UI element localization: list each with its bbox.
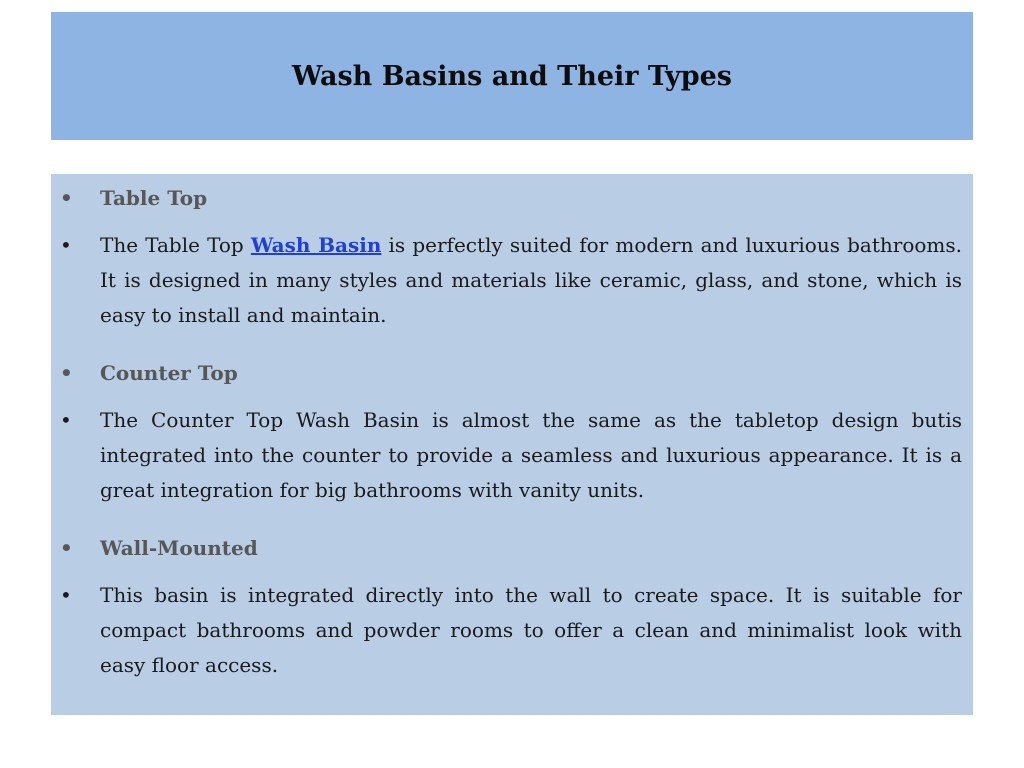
bullet-icon: • bbox=[60, 408, 72, 432]
wash-basin-link[interactable]: Wash Basin bbox=[250, 233, 382, 257]
section-heading-counter-top bbox=[60, 356, 962, 391]
bullet-list bbox=[60, 181, 962, 683]
bullet-icon: • bbox=[60, 536, 73, 560]
section-paragraph-wall-mounted bbox=[60, 578, 962, 683]
bullet-icon: • bbox=[60, 186, 73, 210]
paragraph-text-start: The Table Top bbox=[100, 233, 251, 257]
title-band bbox=[51, 12, 973, 140]
section-heading-text: Wall-Mounted bbox=[100, 536, 258, 560]
section-paragraph-counter-top bbox=[60, 403, 962, 508]
section-heading-wall-mounted bbox=[60, 531, 962, 566]
section-paragraph-table-top bbox=[60, 228, 962, 333]
bullet-icon: • bbox=[60, 361, 73, 385]
section-heading-text: Table Top bbox=[100, 186, 208, 210]
paragraph-text: This basin is integrated directly into the wall to create space. It is suitable for compact bathrooms and powder rooms to offer a clean and minimalist look with easy floor access. bbox=[100, 583, 962, 677]
paragraph-text: The Counter Top Wash Basin is almost the same as the tabletop design butis integrated into the counter to provide a seamless and luxurious appearance. It is a great integration for big bathrooms with vanity units. bbox=[100, 408, 962, 502]
paragraph-text-end: is perfectly suited for modern and luxurious bathrooms. It is designed in many styles and materials like ceramic, glass, and stone, which is easy to install and maintain. bbox=[100, 233, 962, 327]
content-box bbox=[51, 174, 973, 715]
bullet-icon: • bbox=[60, 583, 72, 607]
section-heading-table-top bbox=[60, 181, 962, 216]
bullet-icon: • bbox=[60, 233, 72, 257]
slide-title: Wash Basins and Their Types bbox=[292, 60, 732, 92]
section-heading-text: Counter Top bbox=[100, 361, 238, 385]
